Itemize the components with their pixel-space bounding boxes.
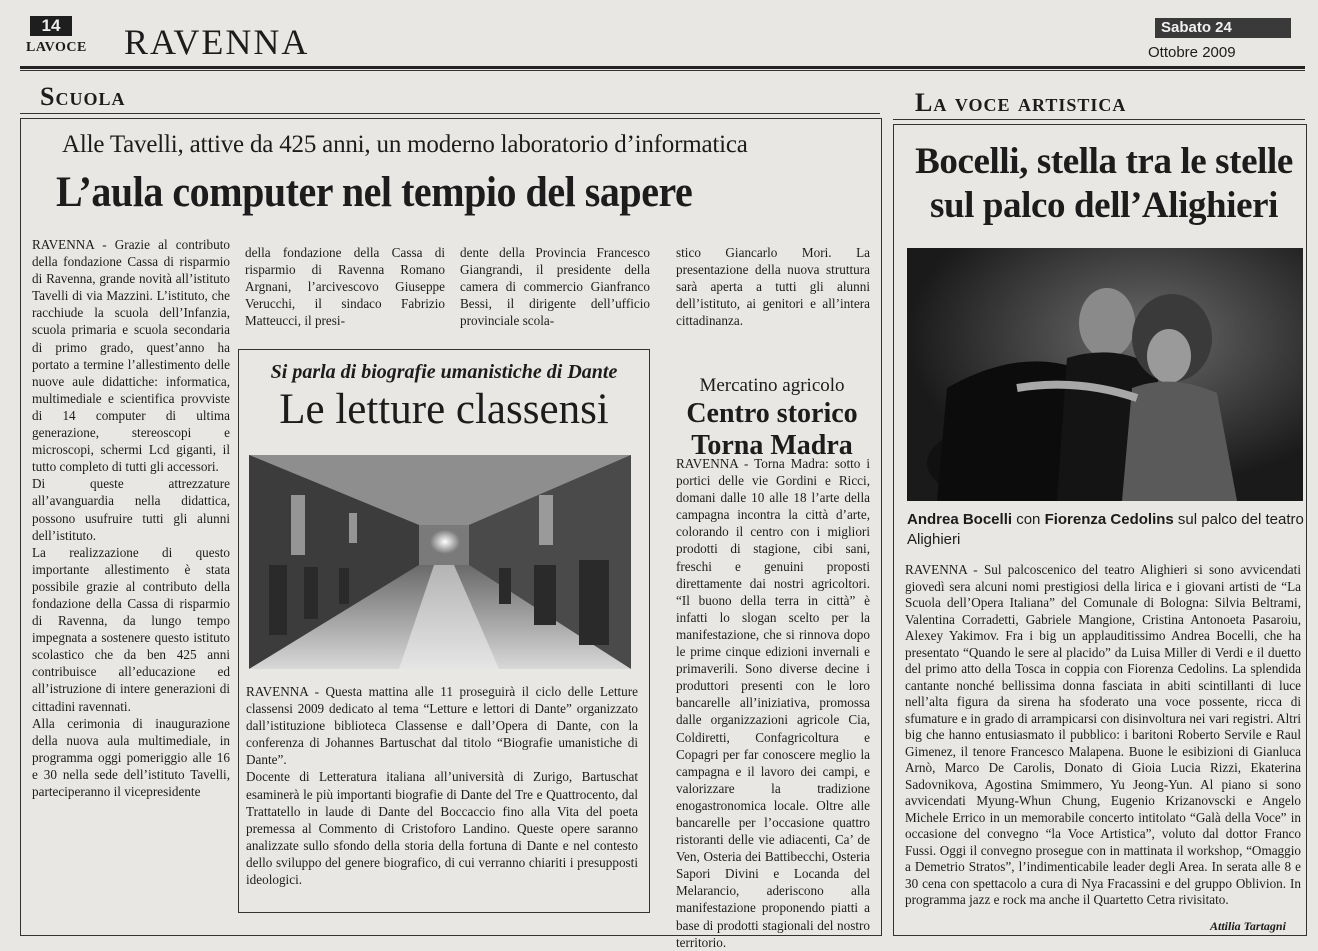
market-kicker: Mercatino agricolo: [699, 375, 845, 396]
bocelli-headline-line-1: Bocelli, stella tra le stelle: [915, 141, 1293, 182]
date-day: Sabato 24: [1155, 18, 1291, 38]
dante-body: [246, 683, 638, 888]
section-rule-right: [893, 119, 1305, 120]
article-headline: L’aula computer nel tempio del sapere: [56, 169, 693, 216]
article-column-3: dente della Provincia Francesco Giangrandi, il presidente della camera di commercio Gianfranco Bessi, il dirigente dell’ufficio provinciale scola-: [460, 245, 650, 329]
bocelli-headline-line-2: sul palco dell’Alighieri: [929, 185, 1279, 226]
author-signature: Attilia Tartagni: [1210, 919, 1286, 933]
caption-text: con: [1012, 511, 1045, 528]
dante-headline: Le letture classensi: [279, 386, 609, 433]
paragraph: RAVENNA - Questa mattina alle 11 proseguirà il ciclo delle Letture classensi 2009 dedicato al tema “Letture e lettori di Dante” organizzato dall’istituzione biblioteca Classense e dall’Opera di Dante, con la conferenza di Johannes Bartuschat dal titolo “Biografie umanistiche di Dante”.: [246, 684, 638, 768]
bocelli-headline: [904, 140, 1304, 228]
masthead-rule: [20, 66, 1305, 69]
date-month-year: Ottobre 2009: [1148, 44, 1236, 61]
caption-name-cedolins: Fiorenza Cedolins: [1044, 511, 1174, 528]
library-corridor-photo: [249, 455, 631, 669]
caption-text: sul palco del teatro Alighieri: [907, 511, 1304, 548]
dante-kicker: Si parla di biografie umanistiche di Dante: [270, 361, 618, 383]
market-headline: [670, 398, 874, 462]
newspaper-name: LAVOCE: [26, 40, 87, 55]
article-kicker: Alle Tavelli, attive da 425 anni, un moderno laboratorio d’informatica: [62, 131, 748, 158]
article-column-2: della fondazione della Cassa di risparmio di Ravenna Romano Argnani, l’arcivescovo Giuseppe Verucchi, il sindaco Fabrizio Matteucci, il presi-: [245, 245, 445, 329]
section-rule-left: [20, 113, 880, 114]
bocelli-body: RAVENNA - Sul palcoscenico del teatro Alighieri si sono avvicendati giovedì sera alcuni nomi prestigiosi della lirica e i giovani artisti de “La Scuola dell’Opera Italiana” del Comunale di Bologna: Silvia Beltrami, Valentina Corradetti, Gabriele Mangione, Cristina Antonoeta Pasaroiu, Alexey Yakimov. Fra i big un applauditissimo Andrea Bocelli, che ha presentato “Quando le sere al placido” da Luisa Miller di Verdi e il duetto del primo atto della Tosca in coppia con Fiorenza Cedolins. La splendida cantante nonché bellissima donna fasciata in abiti scintillanti di luce nell’alta figura da sirena ha sfoderato una voce possente, ricca di sfumature e in grado di arrampicarsi con disinvoltura nei vari registri. Altri big che hanno entusiasmato il pubblico: i baritoni Roberto Servile e Raul Gimenez, il tenore Francesco Malapena. Buone le esibizioni di Gianluca Arnò, Marco De Carolis, Donato di Gioia Lucia Rizzi, Ekaterina Sadovnikova, Agostina Smimmero, Yu Jeong-Yun. Al piano si sono avvicendati Myung-Whun Chung, Eugenio Krizanovscki e Angelo Michele Errico in un memorabile concerto intitolato “Galà della Voce” in occasione del convegno “la Voce Artistica”, voluto dal dottor Franco Fussi. Oggi il convegno prosegue con in mattinata il workshop, “Omaggio a Demetrio Stratos”, l’indimenticabile leader degli Area. In serata alle 8 e 30 cena con spettacolo a cura di Nya Fracassini e del gruppo Oblivion. In programma jazz e rock ma anche il Quartetto Cetra rivisitato.: [905, 562, 1301, 907]
article-column-1: [32, 236, 230, 800]
market-body: RAVENNA - Torna Madra: sotto i portici delle vie Gordini e Ricci, domani dalle 10 alle 18 l’arte della campagna incontra la città d’arte, colorando il centro con i migliori prodotti di stagione, cibi sani, freschi e genuini proposti direttamente dai nostri agricoltori. “Il buono della terra in città” è infatti lo slogan scelto per la manifestazione, che si rinnova dopo le prime cinque edizioni invernali e primaverili. Sono diverse decine i produttori presenti con le loro bancarelle all’iniziativa, promossa dalle organizzazioni agricole Cia, Coldiretti, Confagricoltura e Copagri per far conoscere meglio la campagna e il lavoro dei campi, e valorizzare la tradizione enogastronomica locale. Oltre alle bancarelle per l’occasione quattro ristoranti delle vie adiacenti, Ca’ de Ven, Osteria dei Battibecchi, Osteria Sapori Divini e Locanda del Melarancio, aderiscono alla manifestazione proponendo piatti a base di prodotti stagionali del nostro territorio.: [676, 456, 870, 950]
section-label-scuola: Scuola: [40, 82, 126, 111]
page-number: 14: [30, 16, 72, 36]
section-label-artistica: La voce artistica: [915, 88, 1127, 117]
masthead-rule-thin: [20, 70, 1305, 71]
paragraph: Di queste attrezzature all’avanguardia nella didattica, possono usufruire tutti gli alunni dell’istituto.: [32, 476, 230, 543]
page-section-title: RAVENNA: [124, 22, 310, 62]
paragraph: Alla cerimonia di inaugurazione della nuova aula multimediale, in programma oggi pomeriggio alle 16 e 30 nella sede dell’istituto Tavelli, parteciperanno il vicepresidente: [32, 715, 230, 799]
article-column-4: stico Giancarlo Mori. La presentazione della nuova struttura sarà aperta a tutti gli alunni dell’istituto, ai genitori e all’intera cittadinanza.: [676, 245, 870, 329]
paragraph: RAVENNA - Grazie al contributo della fondazione Cassa di risparmio di Ravenna, grande novità all’istituto Tavelli di via Mazzini. L’istituto, che racchiude la scuola dell’Infanzia, scuola primaria e scuola secondaria di primo grado, quest’anno ha portato a termine l’allestimento delle nuove aule didattiche: informatica, multimediale e scientifica provviste di 14 computer di ultima generazione, stereoscopi e microscopi, schermi Lcd giganti, il tutto completo di tutti gli accessori.: [32, 237, 230, 475]
market-headline-line-1: Centro storico: [686, 398, 858, 429]
photo-caption: [907, 510, 1307, 550]
caption-name-bocelli: Andrea Bocelli: [907, 511, 1013, 528]
market-headline-line-2: Torna Madra: [691, 430, 853, 461]
bocelli-cedolins-photo: [907, 248, 1303, 501]
paragraph: Docente di Letteratura italiana all’università di Zurigo, Bartuschat esaminerà le più importanti biografie di Dante del Tre e Quattrocento, dal Trattatello in laude di Dante del Boccaccio fino alla Vita del poeta premessa al Commento di Cristoforo Landino. Queste opere saranno analizzate sullo sfondo della storia della fortuna di Dante e nel contesto dello sviluppo del genere biografico, di cui verranno chiariti i presupposti ideologici.: [246, 769, 638, 888]
paragraph: La realizzazione di questo importante allestimento è stata possibile grazie al contributo della fondazione della Cassa di risparmio di Ravenna, da lungo tempo impegnata a sostenere questo istituto scolastico che da ben 425 anni contribuisce all’educazione ed all’istruzione di intere generazioni di cittadini ravennati.: [32, 544, 230, 714]
